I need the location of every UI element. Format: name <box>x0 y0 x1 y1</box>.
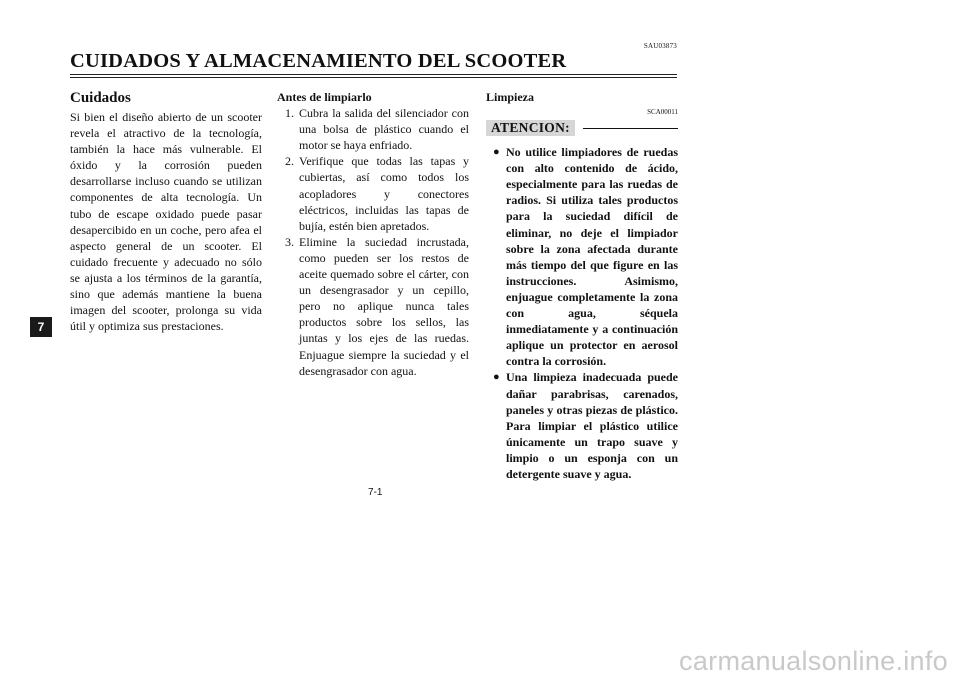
warning-rule <box>583 128 678 129</box>
title-rule-top <box>70 74 677 75</box>
limpieza-heading: Limpieza <box>486 90 534 104</box>
antes-heading: Antes de limpiarlo <box>277 90 372 104</box>
title-rule-bottom <box>70 77 677 78</box>
warning-item: ● Una limpieza inadecuada puede dañar parabrisas, carenados, paneles y otras piezas de plástico. Para limpiar el plástico utilice únicamente un trapo suave y limpio o un esponja con un detergente suave y agua. <box>493 370 678 481</box>
warning-item: ● No utilice limpiadores de ruedas con alto contenido de ácido, especialmente para las ruedas de radios. Si utiliza tales productos para la suciedad difícil de eliminar, no deje el limpiador sobre la zona afectada durante más tiempo del que figure en las instrucciones. Asimismo, enjuague completamente la zona con agua, séquela inmediatamente y a continuación aplique un protector en aerosol contra la corrosión. <box>493 145 678 369</box>
step-item: 3. Elimine la suciedad incrustada, como pueden ser los restos de aceite quemado sobre el cárter, con un desengrasador y un cepillo, pero no aplique nunca tales productos sobre los sellos, las juntas y los ejes de las ruedas. Enjuague siempre la suciedad y el desengrasador con agua. <box>285 234 469 378</box>
cuidados-heading: Cuidados <box>70 90 131 106</box>
cuidados-paragraph: Si bien el diseño abierto de un scooter revela el atractivo de la tecnología, también la hace más vulnerable. El óxido y la corrosión pueden desarrollarse incluso cuando se utilizan componentes de alta tecnología. Un tubo de escape oxidado puede pasar desapercibido en un coche, pero afea el aspecto general de un scooter. El cuidado frecuente y adecuado no sólo se ajusta a los términos de la garantía, sino que además mantiene la buena imagen del scooter, prolonga su vida útil y optimiza sus prestaciones. <box>70 110 262 334</box>
warning-code: SCA00011 <box>647 108 678 117</box>
column-limpieza <box>486 89 678 482</box>
column-antes-de-limpiarlo <box>277 89 469 379</box>
step-item: 2. Verifique que todas las tapas y cubiertas, así como todos los acopladores y conectores eléctricos, incluidas las tapas de bujía, estén bien apretados. <box>285 154 469 233</box>
page-number: 7-1 <box>368 487 383 498</box>
section-code: SAU03873 <box>643 42 677 50</box>
warning-list <box>486 144 678 482</box>
steps-list <box>277 105 469 379</box>
bullet-icon: ● <box>493 371 500 384</box>
column-cuidados <box>70 89 262 334</box>
chapter-tab: 7 <box>30 317 52 337</box>
warning-header <box>486 118 678 138</box>
step-item: 1. Cubra la salida del silenciador con una bolsa de plástico cuando el motor se haya enfriado. <box>285 106 469 153</box>
warning-label: ATENCION: <box>486 120 575 136</box>
chapter-title: CUIDADOS Y ALMACENAMIENTO DEL SCOOTER <box>70 50 567 72</box>
bullet-icon: ● <box>493 146 500 159</box>
watermark: carmanualsonline.info <box>679 646 948 676</box>
